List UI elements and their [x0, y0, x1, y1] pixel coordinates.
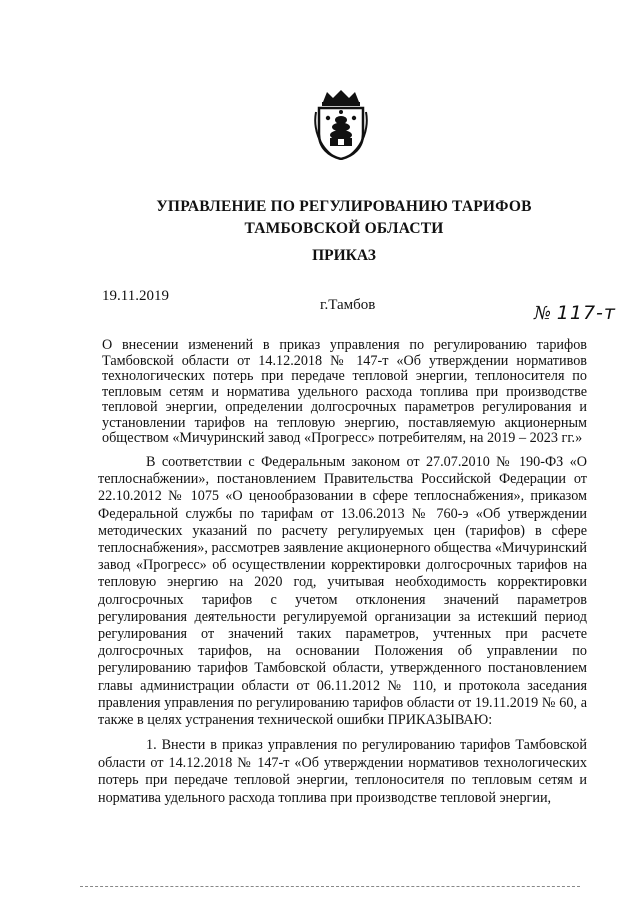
document-city: г.Тамбов [320, 297, 376, 313]
document-subject: О внесении изменений в приказ управления по регулированию тарифов Тамбовской области от 14.12.2018 № 147-т «Об утверждении нормативов технологических потерь при передаче тепловой энергии, теплоносителя по тепловым сетям и норматива удельного расхода топлива при производстве тепловой энергии, определении долгосрочных параметров регулирования и установлении тарифов на тепловую энергию, поставляемую акционерным обществом «Мичуринский завод «Прогресс» потребителям, на 2019 – 2023 гг.» [102, 337, 587, 446]
number-handwritten: 117-т [556, 302, 616, 324]
organization-line-1: УПРАВЛЕНИЕ ПО РЕГУЛИРОВАНИЮ ТАРИФОВ [156, 198, 532, 215]
document-type: ПРИКАЗ [312, 247, 376, 264]
order-item-1: 1. Внести в приказ управления по регулированию тарифов Тамбовской области от 14.12.2018 № 147-т «Об утверждении нормативов технологических потерь при передаче тепловой энергии, теплоносителя по тепловым сетям и норматива удельного расхода топлива при производстве тепловой энергии, [98, 737, 587, 806]
document-date: 19.11.2019 [102, 288, 169, 304]
organization-line-2: ТАМБОВСКОЙ ОБЛАСТИ [244, 220, 444, 237]
order-items [98, 737, 587, 807]
document-number [534, 302, 616, 324]
tambov-coat-of-arms-icon [313, 88, 369, 160]
document-body [98, 454, 587, 729]
page-bottom-rule [80, 886, 580, 889]
number-prefix: № [534, 303, 552, 324]
preamble-paragraph: В соответствии с Федеральным законом от 27.07.2010 № 190-ФЗ «О теплоснабжении», постановлением Правительства Российской Федерации от 22.10.2012 № 1075 «О ценообразовании в сфере теплоснабжения», приказом Федеральной службы по тарифам от 13.06.2013 № 760-э «Об утверждении методических указаний по расчету регулируемых цен (тарифов) в сфере теплоснабжения», рассмотрев заявление акционерного общества «Мичуринский завод «Прогресс» об осуществлении корректировки долгосрочных тарифов на тепловую энергию на 2020 год, учитывая необходимость корректировки долгосрочных тарифов с учетом отклонения значений параметров регулирования деятельности регулируемой организации за истекший период регулирования от значений таких параметров, учтенных при расчете долгосрочных тарифов, на основании Положения об управлении по регулированию тарифов Тамбовской области, утвержденного постановлением главы администрации области от 06.11.2012 № 110, и протокола заседания правления управления по регулированию тарифов области от 19.11.2019 № 60, а также в целях устранения технической ошибки ПРИКАЗЫВАЮ: [98, 454, 587, 729]
organization-name [0, 196, 640, 240]
